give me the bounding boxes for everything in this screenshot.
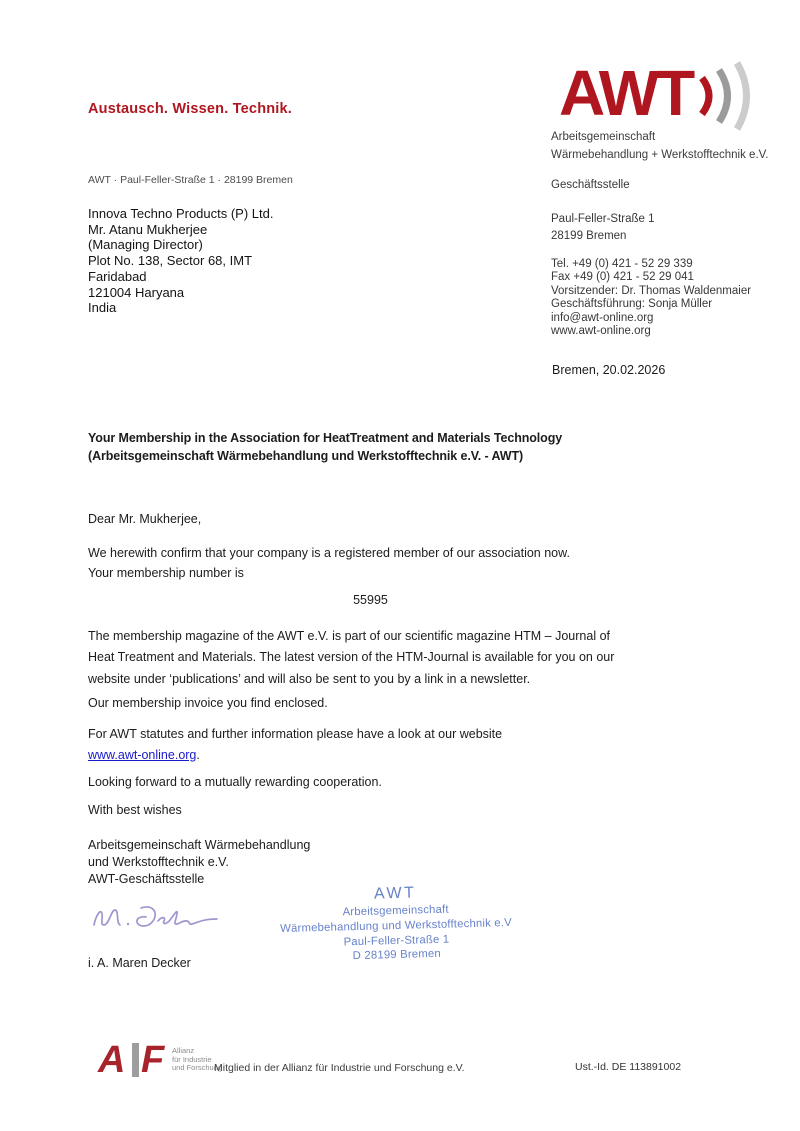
closing-org-line2: und Werkstofftechnik e.V. [88,855,229,869]
paragraph-statutes-line1: For AWT statutes and further information please have a look at our website [88,727,503,741]
subject-line2: (Arbeitsgemeinschaft Wärmebehandlung und Werkstofftechnik e.V. - AWT) [88,448,524,463]
subject-block [88,430,562,465]
contact-list [551,258,751,338]
vat-id: Ust.-Id. DE 113891002 [575,1061,682,1073]
office-label: Geschäftsstelle [551,179,630,191]
tagline: Austausch. Wissen. Technik. [88,101,293,117]
date-line: Bremen, 20.02.2026 [552,363,666,377]
sound-wave-arcs-icon [697,60,759,132]
stamp-line-org2: Wärmebehandlung und Werkstofftechnik e.V [280,916,513,935]
stamp-line-city: D 28199 Bremen [352,948,442,963]
subject-line1: Your Membership in the Association for HeatTreatment and Materials Technology [88,431,563,445]
paragraph-magazine-line3: website under ‘publications’ and will also be sent to you by a link in a newsletter. [88,671,531,686]
salutation: Dear Mr. Mukherjee, [88,512,202,526]
contact-email: info@awt-online.org [551,311,654,324]
recipient-country: India [88,300,117,316]
recipient-street: Plot No. 138, Sector 68, IMT [88,253,253,269]
paragraph-cooperation: Looking forward to a mutually rewarding cooperation. [88,775,382,789]
contact-tel: Tel. +49 (0) 421 - 52 29 339 [551,258,693,270]
link-period: . [196,748,200,762]
stamp-line-awt: AWT [373,884,417,903]
aif-letter-f: F [141,1039,165,1081]
paragraph-confirmation-line1: We herewith confirm that your company is a registered member of our association now. [88,546,570,560]
recipient-name: Mr. Atanu Mukherjee [88,221,208,237]
aif-bar-icon [132,1043,139,1077]
paragraph-confirmation [88,543,570,583]
closing-org-line1: Arbeitsgemeinschaft Wärmebehandlung [88,838,311,852]
stamp-line-street: Paul-Feller-Straße 1 [343,933,450,948]
closing-block [88,837,310,888]
contact-chairman: Vorsitzender: Dr. Thomas Waldenmaier [551,284,752,297]
website-link[interactable]: www.awt-online.org [88,748,197,762]
signer-name: i. A. Maren Decker [88,956,191,970]
closing-org-line3: AWT-Geschäftsstelle [88,872,205,886]
aif-caption-line1: Allianz [172,1046,195,1055]
aif-letter-a: A [98,1039,126,1081]
recipient-region: 121004 Haryana [88,284,185,300]
paragraph-magazine-line2: Heat Treatment and Materials. The latest version of the HTM-Journal is available for you on our [88,650,615,665]
footer-membership-note: Mitglied in der Allianz für Industrie und Forschung e.V. [214,1062,465,1074]
contact-street: Paul-Feller-Straße 1 [551,213,655,225]
aif-caption-line3: und Forschung [172,1063,223,1073]
aif-caption-line2: für Industrie [172,1054,212,1064]
paragraph-magazine [88,626,614,690]
paragraph-confirmation-line2: Your membership number is [88,566,244,580]
stamp-line-org1: Arbeitsgemeinschaft [342,903,449,919]
recipient-address-block [88,206,273,316]
office-stamp [275,881,517,966]
contact-fax: Fax +49 (0) 421 - 52 29 041 [551,271,694,284]
membership-number: 55995 [353,593,388,607]
paragraph-invoice: Our membership invoice you find enclosed. [88,696,328,710]
paragraph-statutes-line2 [88,745,502,766]
paragraph-magazine-line1: The membership magazine of the AWT e.V. is part of our scientific magazine HTM – Journal of [88,629,610,643]
paragraph-wishes: With best wishes [88,803,182,817]
awt-logo-text: AWT [559,57,693,129]
logo-org-line2: Wärmebehandlung + Werkstofftechnik e.V. [551,149,769,161]
sender-return-address: AWT · Paul-Feller-Straße 1 · 28199 Bremen [88,174,293,186]
recipient-company: Innova Techno Products (P) Ltd. [88,206,274,221]
logo-org-line1: Arbeitsgemeinschaft [551,131,656,143]
contact-website: www.awt-online.org [551,325,651,338]
contact-city: 28199 Bremen [551,230,627,242]
paragraph-statutes [88,724,502,766]
recipient-city: Faridabad [88,268,147,284]
recipient-title: (Managing Director) [88,237,203,253]
contact-management: Geschäftsführung: Sonja Müller [551,298,713,311]
handwritten-signature [86,895,226,937]
